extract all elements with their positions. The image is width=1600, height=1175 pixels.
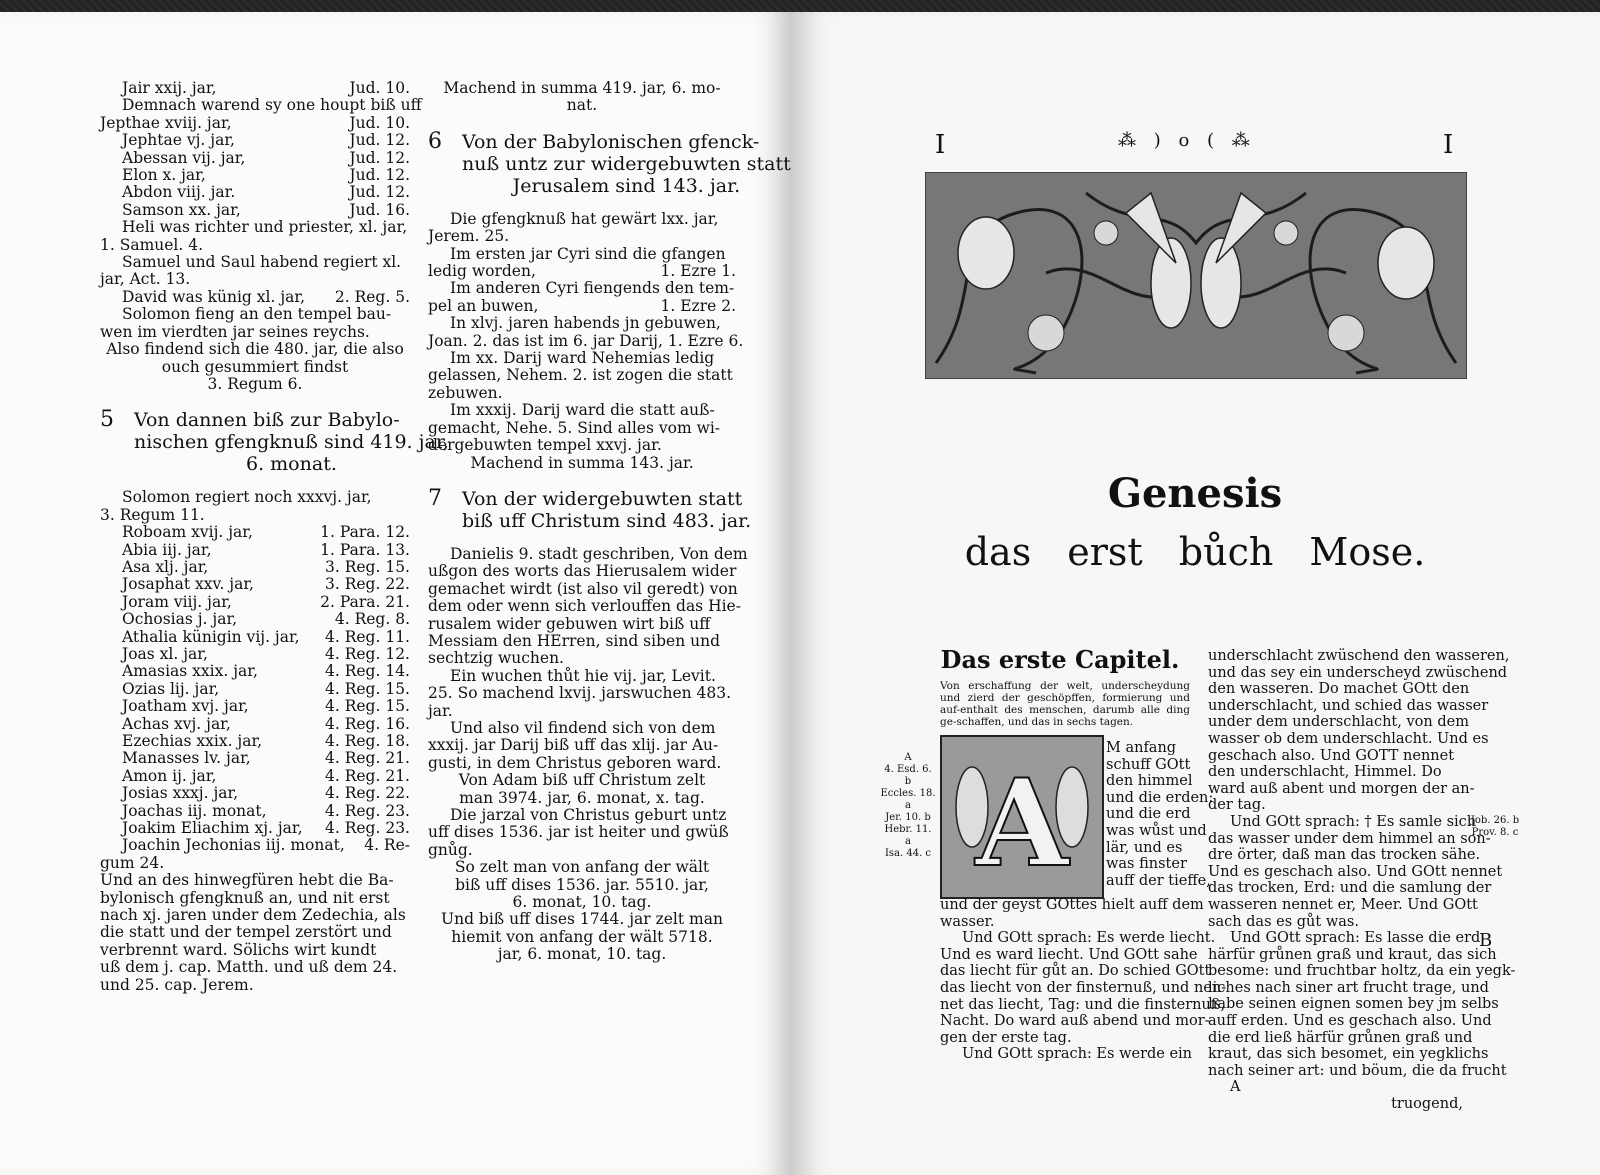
line-text: Amasias xxix. jar, xyxy=(122,662,258,681)
text-line: dre örter, daß man das trocken sähe. xyxy=(1208,847,1481,864)
text-line: wasseren nennet er, Meer. Und GOtt xyxy=(1208,896,1478,913)
line-text: nach xj. jaren under dem Zedechia, als xyxy=(100,906,406,925)
line-reference: Jud. 12. xyxy=(349,166,410,185)
ornamental-vignette xyxy=(925,172,1467,379)
line-reference: 1. Ezre 1. xyxy=(660,262,736,281)
text-line xyxy=(100,855,410,872)
text-line: das liecht von der finsternuß, und nen- xyxy=(940,979,1227,996)
text-line: M anfang xyxy=(1106,740,1177,756)
line-reference: 4. Reg. 23. xyxy=(325,819,410,838)
line-text: Abessan vij. jar, xyxy=(122,148,246,167)
section-heading-text xyxy=(462,131,791,197)
text-line: Und GOtt sprach: Es werde liecht. xyxy=(962,930,1216,947)
line-text: Joan. 2. das ist im 6. jar Darij, 1. Ezre 6. xyxy=(428,331,744,350)
right-margin-references xyxy=(1465,815,1525,839)
text-after-initial xyxy=(940,897,1227,1063)
line-reference: Jud. 12. xyxy=(349,183,410,202)
section-7-heading xyxy=(428,485,752,532)
line-reference: 4. Reg. 21. xyxy=(325,766,410,785)
text-line xyxy=(100,733,410,750)
text-line xyxy=(428,581,736,598)
text-line xyxy=(100,716,410,733)
section-6-heading xyxy=(428,128,791,197)
text-line: Und GOtt sprach: † Es samle sich xyxy=(1230,813,1477,830)
line-text: und 25. cap. Jerem. xyxy=(100,975,254,994)
line-text: rusalem wider gebuwen wirt biß uff xyxy=(428,614,711,633)
section-number: 7 xyxy=(428,485,442,511)
line-text: Asa xlj. jar, xyxy=(122,557,209,576)
text-line xyxy=(100,184,410,201)
line-reference: 4. Re- xyxy=(364,836,410,855)
line-text: Joakim Eliachim xj. jar, xyxy=(122,819,303,838)
summary-line: jar, 6. monat, 10. tag. xyxy=(497,945,667,964)
line-reference: 1. Para. 13. xyxy=(320,540,410,559)
text-line: das wasser under dem himmel an son- xyxy=(1208,830,1491,847)
line-text: Solomon fieng an den tempel bau- xyxy=(122,305,392,324)
line-text: Joram viij. jar, xyxy=(122,592,232,611)
line-text: Heli was richter und priester, xl. jar, xyxy=(122,218,408,237)
line-text: Achas xvj. jar, xyxy=(122,714,231,733)
line-text: verbrennt ward. Sölichs wirt kundt xyxy=(100,940,377,959)
line-text: Danielis 9. stadt geschriben, Von dem xyxy=(450,544,748,563)
line-reference: Jud. 12. xyxy=(349,148,410,167)
text-line xyxy=(100,820,410,837)
line-text: Joas xl. jar, xyxy=(122,644,208,663)
line-text: Solomon regiert noch xxxvj. jar, xyxy=(122,488,372,507)
text-line: den himmel xyxy=(1106,773,1193,790)
section-number: 5 xyxy=(100,407,114,433)
text-line: wasser. xyxy=(940,913,995,930)
line-text: ußgon des worts das Hierusalem wider xyxy=(428,562,737,581)
line-text: Im xxxij. Darij ward die statt auß- xyxy=(450,401,715,420)
line-reference: 4. Reg. 22. xyxy=(325,784,410,803)
heading-line: Von dannen biß zur Babylo- xyxy=(134,409,400,432)
text-line: was finster xyxy=(1106,856,1187,873)
heading-line: nuß untz zur widergebuwten statt xyxy=(462,152,791,175)
line-text: David was künig xl. jar, xyxy=(122,287,306,306)
line-reference: 4. Reg. 11. xyxy=(325,627,410,646)
text-line xyxy=(428,402,736,419)
text-line: liches nach siner art frucht trage, und xyxy=(1208,979,1489,996)
line-reference: Jud. 12. xyxy=(349,131,410,150)
text-line xyxy=(100,803,410,820)
book-subtitle: das erst bůch Mose. xyxy=(964,530,1426,574)
line-reference: 3. Reg. 22. xyxy=(325,575,410,594)
line-text: gelassen, Nehem. 2. ist zogen die statt xyxy=(428,366,733,385)
margin-reference: Prov. 8. c xyxy=(1471,827,1519,838)
text-line: Und also vil findend sich von dem xyxy=(450,718,716,737)
line-text: die statt und der tempel zerstört und xyxy=(100,923,392,942)
line-text: gemacht, Nehe. 5. Sind alles vom wi- xyxy=(428,418,721,437)
text-line xyxy=(100,237,410,254)
text-line: härfür grůnen graß und kraut, das sich xyxy=(1208,946,1497,963)
line-text: Im anderen Cyri fiengends den tem- xyxy=(450,279,735,298)
text-line xyxy=(100,576,410,593)
line-reference: 4. Reg. 8. xyxy=(334,610,410,629)
text-line xyxy=(100,837,410,854)
text-line: auff der tieffe, xyxy=(1106,872,1211,889)
line-text: Im xx. Darij ward Nehemias ledig xyxy=(450,349,715,368)
text-line xyxy=(428,228,736,245)
line-reference: 4. Reg. 18. xyxy=(325,732,410,750)
margin-reference: Hebr. 11. a xyxy=(884,824,932,847)
text-line xyxy=(100,254,410,271)
text-line: Nacht. Do ward auß abend und mor- xyxy=(940,1013,1210,1030)
text-line: schuff GOtt xyxy=(1106,756,1191,773)
chapter-summary: Von erschaffung der welt, underscheydung und zierd der geschöpffen, formierung und auf-enthalt des menschen, darumb alle ding ge-schaffen, und das in sechs tagen. xyxy=(940,680,1190,728)
text-line xyxy=(100,150,410,167)
line-text: Joachin Jechonias iij. monat, xyxy=(122,836,345,855)
text-line: Und es ward liecht. Und GOtt sahe xyxy=(940,946,1198,963)
text-line xyxy=(428,597,741,616)
line-text: gum 24. xyxy=(100,853,165,872)
text-line xyxy=(100,646,410,663)
section-5-heading xyxy=(100,407,449,476)
line-reference: 3. Reg. 15. xyxy=(325,557,410,576)
section-number: 6 xyxy=(428,128,442,154)
summary-line: biß uff dises 1536. jar. 5510. jar, xyxy=(455,875,709,894)
text-line xyxy=(100,306,410,323)
text-line xyxy=(428,420,736,437)
line-text: Manasses lv. jar, xyxy=(122,749,251,768)
line-text: gemachet wirdt (ist also vil geredt) von xyxy=(428,579,738,598)
text-line xyxy=(100,959,410,976)
text-line xyxy=(100,324,410,341)
line-reference: Jud. 10. xyxy=(349,113,410,132)
text-line: ward auß abent und morgen der an- xyxy=(1208,780,1475,797)
line-text: Ozias lij. jar, xyxy=(122,679,220,698)
text-line xyxy=(428,633,736,650)
section-heading-text xyxy=(134,409,449,475)
line-reference: 4. Reg. 12. xyxy=(325,644,410,663)
header-ornament: ⁂ ) o ( ⁂ xyxy=(1118,130,1256,151)
text-line xyxy=(100,594,410,611)
text-line xyxy=(428,544,748,563)
summary-line: ouch gesummiert findst xyxy=(161,357,349,376)
text-line xyxy=(100,629,410,646)
text-line: sach das es gůt was. xyxy=(1208,913,1359,930)
line-text: Ein wuchen thůt hie vij. jar, Levit. xyxy=(450,666,716,685)
heading-line: Von der Babylonischen gfenck- xyxy=(462,130,760,153)
page-number-left: I xyxy=(935,130,946,160)
summary-line: Machend in summa 143. jar. xyxy=(470,453,694,472)
text-line: truogend, xyxy=(1391,1096,1463,1113)
line-reference: 4. Reg. 16. xyxy=(325,714,410,733)
line-text: Ochosias j. jar, xyxy=(122,610,238,629)
text-line xyxy=(100,271,410,288)
text-line: xxxij. jar Darij biß uff das xlij. jar Au- xyxy=(428,736,719,755)
line-text: Abia iij. jar, xyxy=(122,540,212,559)
line-text: Josias xxxj. jar, xyxy=(122,784,239,803)
line-reference: 1. Para. 12. xyxy=(320,523,410,542)
text-line: gnůg. xyxy=(428,840,473,859)
line-text: Samuel und Saul habend regiert xl. xyxy=(122,253,402,272)
section-heading-text xyxy=(462,488,751,532)
line-text: Demnach warend sy one houpt biß uff xyxy=(122,96,422,115)
heading-line: Jerusalem sind 143. jar. xyxy=(512,174,741,197)
line-reference: 4. Reg. 15. xyxy=(325,697,410,716)
line-reference: Jud. 16. xyxy=(349,200,410,219)
line-text: Jephtae vj. jar, xyxy=(122,131,235,150)
text-line xyxy=(100,115,410,132)
heading-line: Von der widergebuwten statt xyxy=(462,487,743,510)
text-line xyxy=(100,698,410,715)
left-margin-references xyxy=(880,752,936,860)
text-line: der tag. xyxy=(1208,797,1266,814)
text-line: gen der erste tag. xyxy=(940,1029,1072,1046)
line-text: 1. Samuel. 4. xyxy=(100,235,204,254)
text-line xyxy=(100,977,410,994)
line-reference: Jud. 10. xyxy=(349,79,410,97)
text-line xyxy=(100,289,410,306)
heading-line: nischen gfengknuß sind 419. jar, xyxy=(134,431,449,454)
line-reference: 1. Ezre 2. xyxy=(660,296,736,315)
text-line: uff dises 1536. jar ist heiter und gwüß xyxy=(428,823,729,842)
text-line xyxy=(428,616,736,633)
margin-reference: Jer. 10. b xyxy=(885,812,931,823)
left-column-2 xyxy=(428,79,791,964)
text-line: Und es geschach also. Und GOtt nennet xyxy=(1208,863,1503,880)
line-reference: 4. Reg. 15. xyxy=(325,679,410,698)
margin-reference: 4. Esd. 6. b xyxy=(884,764,932,787)
text-line xyxy=(100,750,410,767)
text-line xyxy=(100,785,410,802)
text-line: und die erden: xyxy=(1106,789,1214,806)
line-text: Ezechias xxix. jar, xyxy=(122,732,263,750)
text-line: gusti, in dem Christus geboren ward. xyxy=(428,753,722,772)
line-text: bylonisch gfengknuß an, und nit erst xyxy=(100,888,390,907)
line-text: Samson xx. jar, xyxy=(122,200,241,219)
left-column-1 xyxy=(100,79,449,994)
text-line: und das sey ein underscheyd zwüschend xyxy=(1208,664,1508,681)
text-line xyxy=(428,350,736,367)
text-line: Und GOtt sprach: Es lasse die erd xyxy=(1230,930,1481,947)
text-line xyxy=(428,280,736,297)
text-line xyxy=(428,246,736,263)
line-text: pel an buwen, xyxy=(428,296,539,315)
text-line xyxy=(100,80,410,97)
text-line: kraut, das sich besomet, ein yegklichs xyxy=(1208,1046,1489,1063)
line-text: 25. So machend lxvij. jarswuchen 483. xyxy=(428,684,732,703)
text-line xyxy=(100,663,410,680)
text-line xyxy=(428,211,736,228)
summary-line: Von Adam biß uff Christum zelt xyxy=(458,771,706,790)
line-text: Abdon viij. jar. xyxy=(122,183,236,202)
text-line xyxy=(428,298,736,315)
text-line xyxy=(428,385,736,402)
text-line xyxy=(100,219,410,236)
line-text: Josaphat xxv. jar, xyxy=(122,575,254,594)
line-text: Die gfengknuß hat gewärt lxx. jar, xyxy=(450,209,719,228)
line-text: ledig worden, xyxy=(428,262,536,281)
heading-line: 6. monat. xyxy=(246,453,337,476)
text-line xyxy=(428,563,736,580)
line-text: Jair xxij. jar, xyxy=(122,79,217,97)
text-line xyxy=(100,202,410,219)
text-line xyxy=(100,524,410,541)
line-text: dem oder wenn sich verlouffen das Hie- xyxy=(428,597,741,616)
summary-line: 6. monat, 10. tag. xyxy=(512,893,652,912)
text-line: underschlacht zwüschend den wasseren, xyxy=(1208,648,1510,664)
line-text: Jepthae xviij. jar, xyxy=(100,113,232,132)
summary-line: hiemit von anfang der wält 5718. xyxy=(451,927,713,946)
text-line: und die erd xyxy=(1106,806,1191,823)
text-line xyxy=(100,489,410,506)
text-line xyxy=(100,132,410,149)
summary-line: Also findend sich die 480. jar, die also xyxy=(106,340,404,359)
text-line: auff erden. Und es geschach also. Und xyxy=(1208,1013,1492,1030)
text-line: net das liecht, Tag: und die finsternuß, xyxy=(940,996,1226,1013)
decorated-initial xyxy=(940,735,1104,899)
text-line xyxy=(100,681,410,698)
line-text: Messiam den HErren, sind siben und xyxy=(428,631,720,650)
text-line: wasser ob dem underschlacht. Und es xyxy=(1208,730,1489,747)
margin-reference: a xyxy=(905,800,911,811)
initial-illustration xyxy=(942,737,1102,897)
text-line xyxy=(428,315,736,332)
summary-line: Und biß uff dises 1744. jar zelt man xyxy=(441,910,723,929)
line-text: Jerem. 25. xyxy=(428,227,510,246)
text-line: under dem underschlacht, von dem xyxy=(1208,714,1469,731)
text-line: das trocken, Erd: und die samlung der xyxy=(1208,880,1492,897)
line-text: dergebuwten tempel xxvj. jar. xyxy=(428,436,662,455)
text-line xyxy=(100,507,410,524)
chapter-title: Das erste Capitel. xyxy=(940,645,1180,674)
summary-line: So zelt man von anfang der wält xyxy=(454,858,710,877)
text-line: Die jarzal von Christus geburt untz xyxy=(450,806,727,824)
gathering-mark: B xyxy=(1479,930,1493,951)
heading-line: biß uff Christum sind 483. jar. xyxy=(462,509,752,532)
line-text: Roboam xvij. jar, xyxy=(122,523,253,542)
text-line xyxy=(100,942,410,959)
margin-reference: Job. 26. b xyxy=(1470,815,1520,826)
text-line xyxy=(428,437,736,454)
summary-line: nat. xyxy=(566,96,598,115)
line-text: jar, Act. 13. xyxy=(100,270,191,289)
left-page xyxy=(0,12,792,1175)
text-line: das liecht für gůt an. Do schied GOtt xyxy=(940,963,1211,980)
text-line: den underschlacht, Himmel. Do xyxy=(1208,764,1442,781)
text-line: underschlacht, und schied das wasser xyxy=(1208,697,1489,714)
line-reference: 4. Reg. 21. xyxy=(325,749,410,768)
text-line xyxy=(428,685,736,702)
text-line xyxy=(100,96,422,115)
line-text: In xlvj. jaren habends jn gebuwen, xyxy=(450,314,721,333)
line-text: Joachas iij. monat, xyxy=(122,801,267,820)
vignette-illustration xyxy=(926,173,1466,378)
summary-line: 3. Regum 6. xyxy=(207,374,303,393)
text-line xyxy=(100,768,410,785)
line-text: jar. xyxy=(428,701,453,720)
line-text: sechtzig wuchen. xyxy=(428,649,564,668)
text-line xyxy=(100,872,410,889)
text-line xyxy=(428,367,736,384)
text-line xyxy=(100,542,410,559)
line-reference: 4. Reg. 23. xyxy=(325,801,410,820)
text-line xyxy=(428,331,744,350)
text-line xyxy=(428,650,736,667)
summary-line: man 3974. jar, 6. monat, x. tag. xyxy=(459,788,705,807)
text-line: Und GOtt sprach: Es werde ein xyxy=(962,1046,1193,1063)
text-line: was wůst und xyxy=(1106,822,1207,839)
summary-line: Machend in summa 419. jar, 6. mo- xyxy=(443,79,721,97)
text-line xyxy=(100,559,410,576)
line-text: Amon ij. jar, xyxy=(122,766,217,785)
line-reference: 2. Reg. 5. xyxy=(334,287,410,306)
text-line: geschach also. Und GOTT nennet xyxy=(1208,747,1455,764)
text-line xyxy=(428,668,736,685)
text-line: lär, und es xyxy=(1106,839,1183,856)
text-line xyxy=(100,907,410,924)
line-reference: 2. Para. 21. xyxy=(320,592,410,611)
margin-reference: A xyxy=(904,752,912,763)
text-line xyxy=(100,924,410,941)
text-beside-initial xyxy=(1106,740,1214,889)
text-line: A xyxy=(1230,1079,1241,1096)
text-line xyxy=(428,263,736,280)
text-line xyxy=(428,703,736,720)
line-text: Joatham xvj. jar, xyxy=(122,697,249,716)
initial-letter: A xyxy=(975,753,1069,894)
text-line xyxy=(100,167,410,184)
line-text: uß dem j. cap. Matth. und uß dem 24. xyxy=(100,958,398,977)
line-text: zebuwen. xyxy=(428,383,503,402)
line-text: Im ersten jar Cyri sind die gfangen xyxy=(450,244,726,263)
line-text: Elon x. jar, xyxy=(122,166,206,185)
margin-reference: Isa. 44. c xyxy=(884,848,932,859)
text-line: den wasseren. Do machet GOtt den xyxy=(1208,681,1470,698)
line-reference: 4. Reg. 14. xyxy=(325,662,410,681)
text-line xyxy=(100,890,410,907)
text-line: nach seiner art: und böum, die da frucht xyxy=(1208,1062,1507,1079)
text-line: und der geyst GOttes hielt auff dem xyxy=(940,897,1204,913)
text-line: die erd ließ härfür grůnen graß und xyxy=(1208,1029,1473,1046)
text-line xyxy=(100,611,410,628)
margin-reference: Eccles. 18. xyxy=(880,788,936,799)
book-title: Genesis xyxy=(1107,470,1283,517)
line-text: Athalia künigin vij. jar, xyxy=(122,627,300,646)
line-text: wen im vierdten jar seines reychs. xyxy=(100,322,370,341)
line-text: 3. Regum 11. xyxy=(100,505,205,524)
text-line: habe seinen eignen somen bey jm selbs xyxy=(1208,996,1499,1013)
text-line: besome: und fruchtbar holtz, da ein yegk- xyxy=(1208,963,1516,980)
page-number-right: I xyxy=(1443,130,1454,160)
line-text: Und an des hinwegfüren hebt die Ba- xyxy=(100,871,394,890)
